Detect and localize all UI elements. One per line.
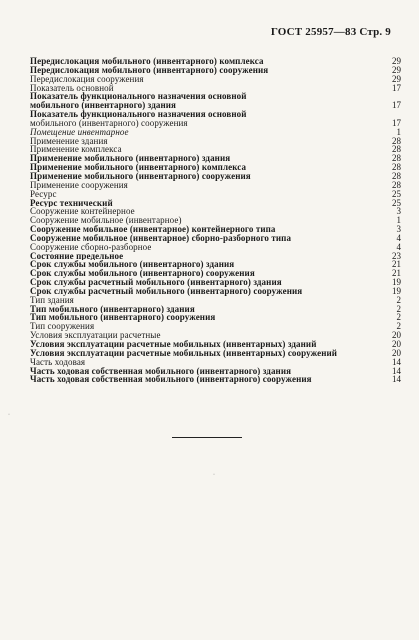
index-entry (30, 119, 401, 128)
index-entry (30, 331, 401, 340)
index-entry (30, 66, 401, 75)
end-rule (172, 437, 242, 438)
index-term: Сооружение контейнерное (30, 207, 135, 217)
index-entry (30, 287, 401, 296)
index-entry (30, 137, 401, 146)
index-page-number: 14 (392, 374, 401, 385)
index-page-number: 29 (392, 56, 401, 66)
index-entry (30, 207, 401, 216)
index-page-number: 21 (392, 268, 401, 279)
index-entry (30, 313, 401, 322)
index-page-number: 28 (392, 135, 401, 146)
index-page-number: 28 (392, 170, 401, 181)
index-page-number: 1 (396, 126, 401, 137)
index-page-number: 17 (392, 117, 401, 128)
index-term: Тип здания (30, 295, 74, 305)
index-list (30, 57, 401, 384)
index-page-number: 20 (392, 339, 401, 349)
index-page-number: 28 (392, 144, 401, 155)
index-term: мобильного (инвентарного) здания (30, 101, 176, 111)
index-page-number: 23 (392, 250, 401, 261)
index-term: Применение сооружения (30, 180, 128, 190)
index-term: Сооружение мобильное (инвентарное) сборно-разборного типа (30, 233, 292, 243)
index-entry (30, 260, 401, 269)
index-entry (30, 367, 401, 376)
index-page-number: 20 (392, 347, 401, 358)
index-term: Условия эксплуатации расчетные мобильных (инвентарных) зданий (30, 340, 317, 349)
index-term: Состояние предельное (30, 251, 124, 261)
index-entry (30, 252, 401, 261)
index-entry (30, 101, 401, 110)
index-entry (30, 305, 401, 314)
index-entry (30, 278, 401, 287)
index-term: Применение здания (30, 136, 108, 146)
index-page-number: 17 (392, 82, 401, 93)
index-entry (30, 110, 401, 119)
index-page-number: 3 (396, 206, 401, 217)
index-term: Сооружение сборно-разборное (30, 242, 152, 252)
index-page-number: 2 (396, 321, 401, 332)
index-term: мобильного (инвентарного) сооружения (30, 118, 188, 128)
index-entry (30, 84, 401, 93)
index-term: Применение мобильного (инвентарного) сооружения (30, 171, 251, 181)
index-page-number: 4 (396, 232, 401, 243)
index-term: Передислокация мобильного (инвентарного) комплекса (30, 57, 264, 66)
index-entry (30, 163, 401, 172)
index-term: Показатель функционального назначения основной (30, 92, 247, 102)
index-entry (30, 349, 401, 358)
index-term: Условия эксплуатации расчетные (30, 331, 161, 340)
index-entry (30, 375, 401, 384)
index-entry (30, 269, 401, 278)
index-page-number: 25 (392, 197, 401, 208)
index-page-number: 4 (396, 241, 401, 252)
index-term: Передислокация сооружения (30, 74, 144, 84)
index-page-number: 2 (396, 312, 401, 323)
index-entry (30, 340, 401, 349)
index-page-number: 19 (392, 285, 401, 296)
index-page-number: 25 (392, 188, 401, 199)
index-term: Часть ходовая собственная мобильного (инвентарного) здания (30, 366, 292, 376)
index-entry (30, 190, 401, 199)
index-term: Показатель основной (30, 83, 114, 93)
index-term: Помещение инвентарное (30, 127, 129, 137)
index-term: Применение мобильного (инвентарного) здания (30, 154, 231, 164)
index-entry (30, 128, 401, 137)
index-term: Применение комплекса (30, 145, 122, 155)
scan-speck: · (213, 472, 215, 478)
index-entry (30, 92, 401, 101)
index-term: Сооружение мобильное (инвентарное) контейнерного типа (30, 225, 276, 234)
index-term: Ресурс (30, 189, 57, 199)
index-term: Тип мобильного (инвентарного) здания (30, 304, 195, 314)
index-entry (30, 243, 401, 252)
index-page-number: 21 (392, 259, 401, 270)
index-page-number: 20 (392, 330, 401, 341)
scan-speck: · (8, 412, 10, 418)
index-term: Часть ходовая собственная мобильного (инвентарного) сооружения (30, 375, 312, 385)
index-entry (30, 225, 401, 234)
index-page-number: 17 (392, 100, 401, 111)
index-term: Тип мобильного (инвентарного) сооружения (30, 313, 216, 323)
index-term: Срок службы расчетный мобильного (инвентарного) здания (30, 278, 282, 287)
index-page-number: 29 (392, 64, 401, 75)
index-entry (30, 322, 401, 331)
index-entry (30, 358, 401, 367)
index-page-number: 14 (392, 356, 401, 367)
index-term: Тип сооружения (30, 322, 95, 332)
index-entry (30, 296, 401, 305)
index-entry (30, 181, 401, 190)
index-page-number: 28 (392, 179, 401, 190)
index-page-number: 3 (396, 224, 401, 235)
index-term: Сооружение мобильное (инвентарное) (30, 216, 182, 226)
index-entry (30, 57, 401, 66)
index-page-number: 2 (396, 294, 401, 305)
index-term: Условия эксплуатации расчетные мобильных (инвентарных) сооружений (30, 348, 338, 358)
index-entry (30, 199, 401, 208)
index-entry (30, 154, 401, 163)
index-page-number: 1 (396, 215, 401, 226)
index-page-number: 28 (392, 153, 401, 164)
index-entry (30, 216, 401, 225)
index-term: Ресурс технический (30, 198, 113, 208)
index-entry (30, 172, 401, 181)
index-term: Применение мобильного (инвентарного) комплекса (30, 163, 247, 172)
index-page-number: 14 (392, 365, 401, 376)
page-header: ГОСТ 25957—83 Стр. 9 (270, 26, 391, 38)
index-term: Передислокация мобильного (инвентарного) сооружения (30, 65, 269, 75)
index-term: Показатель функционального назначения основной (30, 110, 247, 119)
index-page-number: 2 (396, 303, 401, 314)
index-entry (30, 234, 401, 243)
index-page-number: 29 (392, 73, 401, 84)
index-term: Часть ходовая (30, 357, 86, 367)
index-page-number: 19 (392, 277, 401, 288)
index-term: Срок службы мобильного (инвентарного) здания (30, 260, 235, 270)
index-page-number: 28 (392, 162, 401, 173)
index-term: Срок службы мобильного (инвентарного) сооружения (30, 269, 255, 279)
index-entry (30, 75, 401, 84)
index-entry (30, 145, 401, 154)
index-term: Срок службы расчетный мобильного (инвентарного) сооружения (30, 286, 303, 296)
